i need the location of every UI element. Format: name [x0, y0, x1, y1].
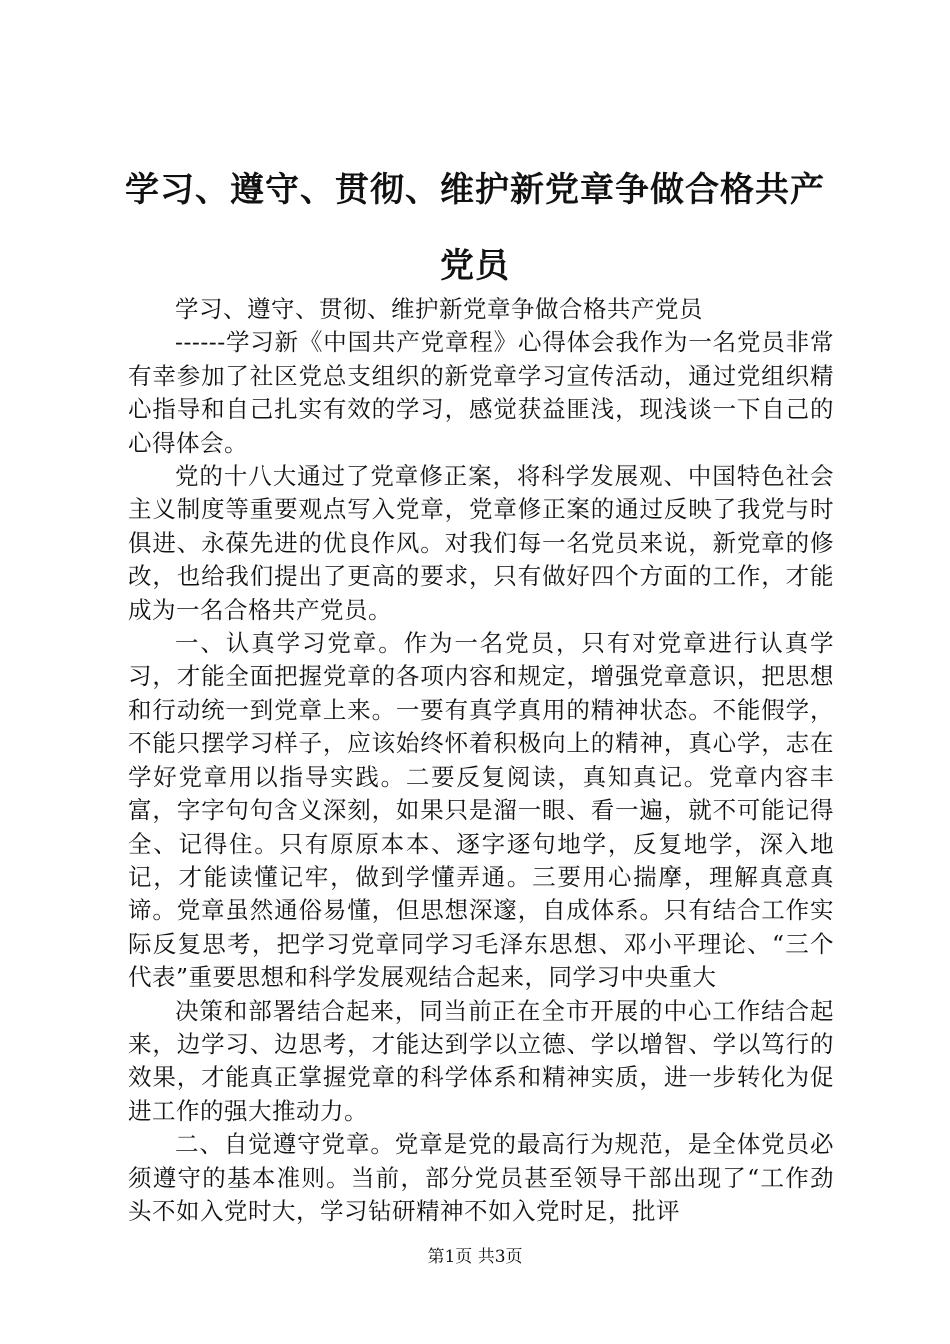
paragraph-background: 党的十八大通过了党章修正案，将科学发展观、中国特色社会主义制度等重要观点写入党章，党章修正案的通过反映了我党与时俱进、永葆先进的优良作风。对我们每一名党员来说，新党章的修改，也给我们提出了更高的要求，只有做好四个方面的工作，才能成为一名合格共产党员。	[128, 462, 834, 624]
paragraph-obey-charter: 二、自觉遵守党章。党章是党的最高行为规范，是全体党员必须遵守的基本准则。当前，部分党员甚至领导干部出现了“工作劲头不如入党时大，学习钻研精神不如入党时足，批评	[128, 1130, 834, 1225]
paragraph-subtitle: 学习、遵守、贯彻、维护新党章争做合格共产党员	[175, 295, 703, 323]
page-number-footer: 第1页 共3页	[427, 1247, 523, 1267]
paragraph-study-charter-continued: 决策和部署结合起来，同当前正在全市开展的中心工作结合起来，边学习、边思考，才能达到学以立德、学以增智、学以笃行的效果，才能真正掌握党章的科学体系和精神实质，进一步转化为促进工作的强大推动力。	[128, 996, 834, 1125]
paragraph-intro: ------学习新《中国共产党章程》心得体会我作为一名党员非常有幸参加了社区党总支组织的新党章学习宣传活动，通过党组织精心指导和自己扎实有效的学习，感觉获益匪浅，现浅谈一下自己的心得体会。	[128, 328, 834, 457]
paragraph-study-charter: 一、认真学习党章。作为一名党员，只有对党章进行认真学习，才能全面把握党章的各项内容和规定，增强党章意识，把思想和行动统一到党章上来。一要有真学真用的精神状态。不能假学，不能只摆学习样子，应该始终怀着积极向上的精神，真心学，志在学好党章用以指导实践。二要反复阅读，真知真记。党章内容丰富，字字句句含义深刻，如果只是溜一眼、看一遍，就不可能记得全、记得住。只有原原本本、逐字逐句地学，反复地学，深入地记，才能读懂记牢，做到学懂弄通。三要用心揣摩，理解真意真谛。党章虽然通俗易懂，但思想深邃，自成体系。只有结合工作实际反复思考，把学习党章同学习毛泽东思想、邓小平理论、“三个代表”重要思想和科学发展观结合起来，同学习中央重大	[128, 629, 834, 992]
document-title: 学习、遵守、贯彻、维护新党章争做合格共产党员	[125, 170, 825, 286]
document-body	[128, 293, 834, 1228]
